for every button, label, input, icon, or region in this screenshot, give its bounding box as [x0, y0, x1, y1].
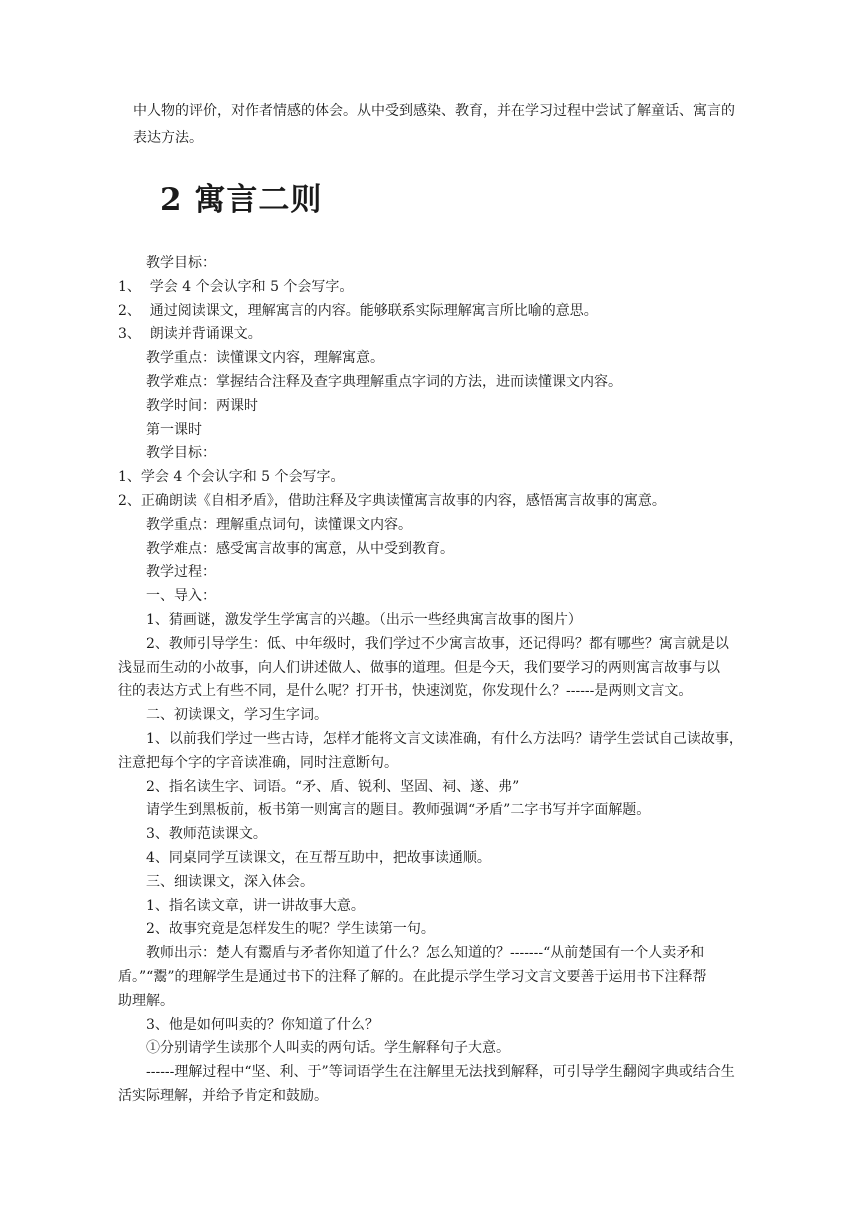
text-line: 2、故事究竟是怎样发生的呢？学生读第一句。: [146, 921, 435, 938]
text-line: 一、导入：: [146, 588, 216, 605]
text-line: 教学难点：掌握结合注释及查字典理解重点字词的方法，进而读懂课文内容。: [146, 373, 622, 390]
text-line: 教学目标：: [146, 445, 216, 462]
text-line: 助理解。: [118, 992, 174, 1009]
text-line: 教师出示：楚人有鬻盾与矛者你知道了什么？怎么知道的？-------“从前楚国有一个人卖矛和: [146, 945, 705, 962]
text-line: 二、初读课文，学习生字词。: [146, 707, 328, 724]
text-line: 活实际理解，并给予肯定和鼓励。: [118, 1087, 328, 1104]
lesson-content: [118, 252, 758, 1109]
text-line: 教学难点：感受寓言故事的寓意，从中受到教育。: [146, 540, 454, 557]
text-line: 3、 朗读并背诵课文。: [118, 326, 262, 343]
text-line: 往的表达方式上有些不同，是什么呢？打开书，快速浏览，你发现什么？------是两则文言文。: [118, 683, 693, 700]
text-line: 1、学会 4 个会认字和 5 个会写字。: [118, 469, 345, 486]
lesson-title: 2 寓言二则: [160, 182, 323, 218]
text-line: 第一课时: [146, 421, 202, 438]
text-line: 三、细读课文，深入体会。: [146, 873, 314, 890]
text-line: ------理解过程中“坚、利、于”等词语学生在注解里无法找到解释，可引导学生翻阅字典或结合生: [146, 1064, 735, 1081]
text-line: 2、正确朗读《自相矛盾》，借助注释及字典读懂寓言故事的内容，感悟寓言故事的寓意。: [118, 492, 666, 509]
text-line: 表达方法。: [133, 130, 203, 146]
text-line: 1、 学会 4 个会认字和 5 个会写字。: [118, 278, 354, 295]
text-line: 中人物的评价，对作者情感的体会。从中受到感染、教育，并在学习过程中尝试了解童话、寓言的: [133, 103, 735, 119]
text-line: 1、指名读文章，讲一讲故事大意。: [146, 897, 365, 914]
text-line: 教学时间：两课时: [146, 397, 258, 414]
text-line: 2、 通过阅读课文，理解寓言的内容。能够联系实际理解寓言所比喻的意思。: [118, 302, 598, 319]
text-line: 教学过程：: [146, 564, 216, 581]
text-line: 盾。”“鬻”的理解学生是通过书下的注释了解的。在此提示学生学习文言文要善于运用书下注释帮: [118, 968, 707, 985]
intro-paragraph: [133, 98, 763, 152]
text-line: 浅显而生动的小故事，向人们讲述做人、做事的道理。但是今天，我们要学习的两则寓言故事与以: [118, 659, 720, 676]
text-line: 1、猜画谜，激发学生学寓言的兴趣。（出示一些经典寓言故事的图片）: [146, 611, 582, 628]
text-line: 2、指名读生字、词语。“矛、盾、锐利、坚固、祠、遂、弗”: [146, 778, 520, 795]
text-line: 1、以前我们学过一些古诗，怎样才能将文言文读准确，有什么方法吗？请学生尝试自己读故事，: [146, 730, 743, 747]
text-line: 教学目标：: [146, 255, 216, 271]
text-line: 教学重点：读懂课文内容，理解寓意。: [146, 350, 384, 367]
text-line: 3、教师范读课文。: [146, 826, 267, 843]
text-line: ①分别请学生读那个人叫卖的两句话。学生解释句子大意。: [146, 1040, 510, 1057]
text-line: 请学生到黑板前，板书第一则寓言的题目。教师强调“矛盾”二字书写并字面解题。: [146, 802, 651, 819]
text-line: 教学重点：理解重点词句，读懂课文内容。: [146, 516, 412, 533]
text-line: 注意把每个字的字音读准确，同时注意断句。: [118, 754, 398, 771]
text-line: 2、教师引导学生：低、中年级时，我们学过不少寓言故事，还记得吗？都有哪些？寓言就是以: [146, 635, 729, 652]
text-line: 3、他是如何叫卖的？你知道了什么？: [146, 1016, 379, 1033]
text-line: 4、同桌同学互读课文，在互帮互助中，把故事读通顺。: [146, 849, 491, 866]
